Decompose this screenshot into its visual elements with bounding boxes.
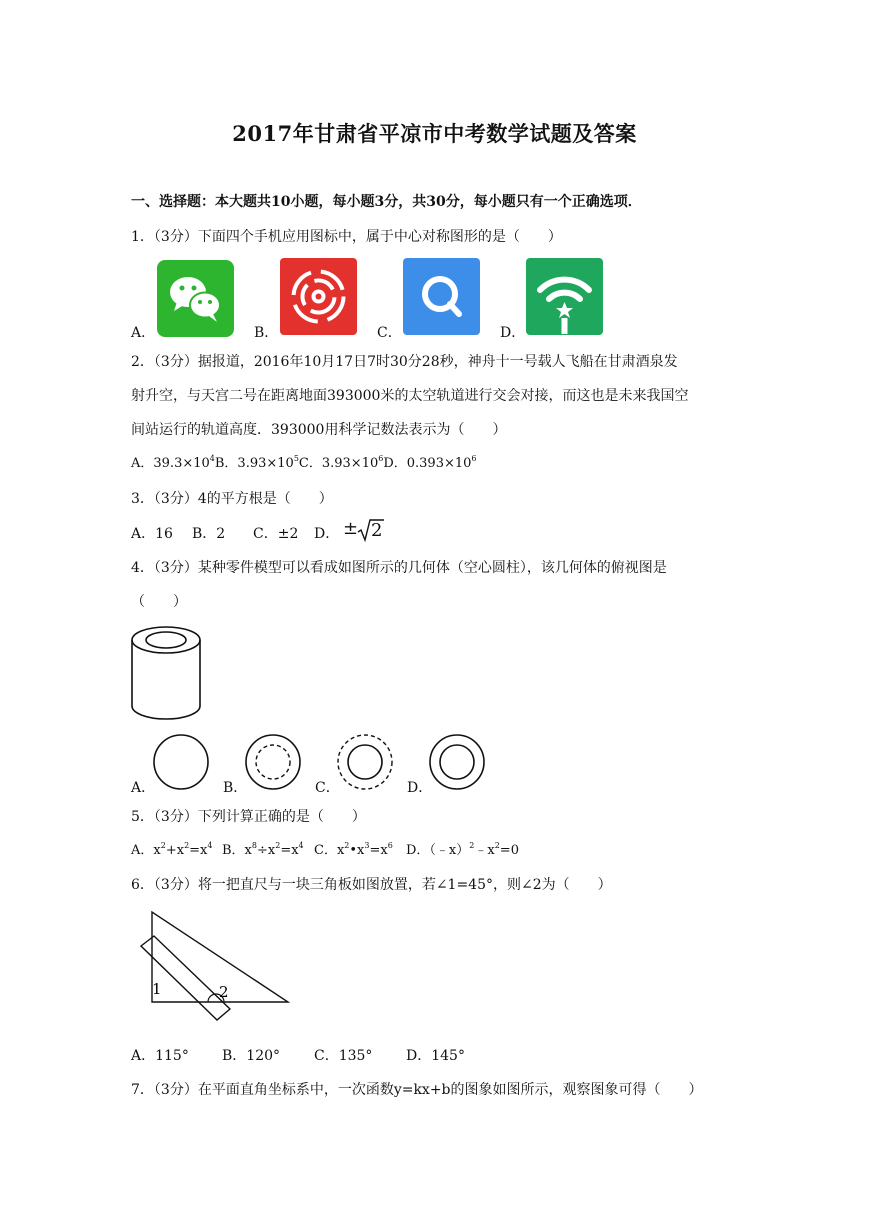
question-5-stem: 5．（3分）下列计算正确的是（ ） (131, 809, 366, 825)
option-1d-label: D． (500, 325, 526, 341)
wechat-icon (157, 260, 234, 337)
option-1c-label: C． (377, 325, 402, 341)
option-2c: C．$3.93\times 10^6$ (298, 454, 384, 471)
question-4-line-2: （ ） (131, 594, 187, 610)
option-6b: B．120° (222, 1048, 281, 1064)
option-2b: B．$3.93\times 10^5$ (214, 454, 299, 471)
hollow-cylinder-figure (130, 622, 210, 722)
ruler-triangle-figure (128, 910, 298, 1030)
question-2-line-1: 2．（3分）据报道，2016年10月17日7时30分28秒，神舟十一号载人飞船在甘肃酒泉发 (131, 354, 678, 370)
option-4c-dashed-outer-solid-inner (336, 733, 396, 793)
angle-2-label: 2 (219, 983, 229, 1001)
option-5c: C．$x^2•x^3=x^6$ (314, 841, 393, 858)
angle-1-label: 1 (152, 980, 162, 998)
option-6c: C．135° (314, 1048, 373, 1064)
option-3d: D． (314, 526, 340, 542)
option-4a-label: A． (131, 780, 156, 796)
option-1a-label: A． (131, 325, 156, 341)
question-6-stem: 6．（3分）将一把直尺与一块三角板如图放置，若∠1=45°，则∠2为（ ） (131, 877, 612, 893)
question-3-stem: 3．（3分）4的平方根是（ ） (131, 491, 333, 507)
option-2d: D．$0.393\times 10^6$ (383, 454, 477, 471)
option-5a: A．$x^2+x^2=x^4$ (131, 841, 213, 858)
question-2-line-2: 射升空，与天宫二号在距离地面393000米的太空轨道进行交会对接，而这也是未来我国空 (131, 388, 689, 404)
sqrt-radicand: 2 (371, 520, 383, 541)
option-4b-label: B． (223, 780, 248, 796)
option-5b: B．$x^8\div x^2=x^4$ (222, 841, 304, 858)
question-4-line-1: 4．（3分）某种零件模型可以看成如图所示的几何体（空心圆柱），该几何体的俯视图是 (131, 560, 667, 576)
question-2-line-3: 间站运行的轨道高度．393000用科学记数法表示为（ ） (131, 422, 507, 438)
option-4c-label: C． (315, 780, 340, 796)
option-1b-label: B． (254, 325, 279, 341)
option-3c: C．±2 (253, 526, 299, 542)
question-1-stem: 1．（3分）下面四个手机应用图标中，属于中心对称图形的是（ ） (131, 229, 562, 245)
option-4a-single-circle (152, 733, 212, 793)
option-6d: D．145° (406, 1048, 465, 1064)
sohu-news-icon (280, 258, 357, 335)
question-2-options (131, 455, 477, 473)
wifi-star-icon (526, 258, 603, 335)
option-4d-two-solid-circles (428, 733, 488, 793)
sqrt-expression: ± (343, 518, 359, 539)
section-heading: 一、选择题：本大题共10小题，每小题3分，共30分，每小题只有一个正确选项． (131, 194, 642, 210)
option-3b: B．2 (192, 526, 226, 542)
option-4d-label: D． (407, 780, 433, 796)
question-7-stem: 7．（3分）在平面直角坐标系中，一次函数y=kx+b的图象如图所示，观察图象可得（ ） (131, 1082, 703, 1098)
search-q-icon (403, 258, 480, 335)
option-3a: A．16 (131, 526, 173, 542)
option-2a: A．$39.3\times 10^4$ (131, 454, 215, 471)
option-4b-solid-outer-dashed-inner (244, 733, 304, 793)
option-6a: A．115° (131, 1048, 189, 1064)
page-title: 2017年甘肃省平凉市中考数学试题及答案 (232, 121, 637, 146)
option-5d: D．$(﹣x)^2﹣x^2=0$ (406, 841, 519, 858)
